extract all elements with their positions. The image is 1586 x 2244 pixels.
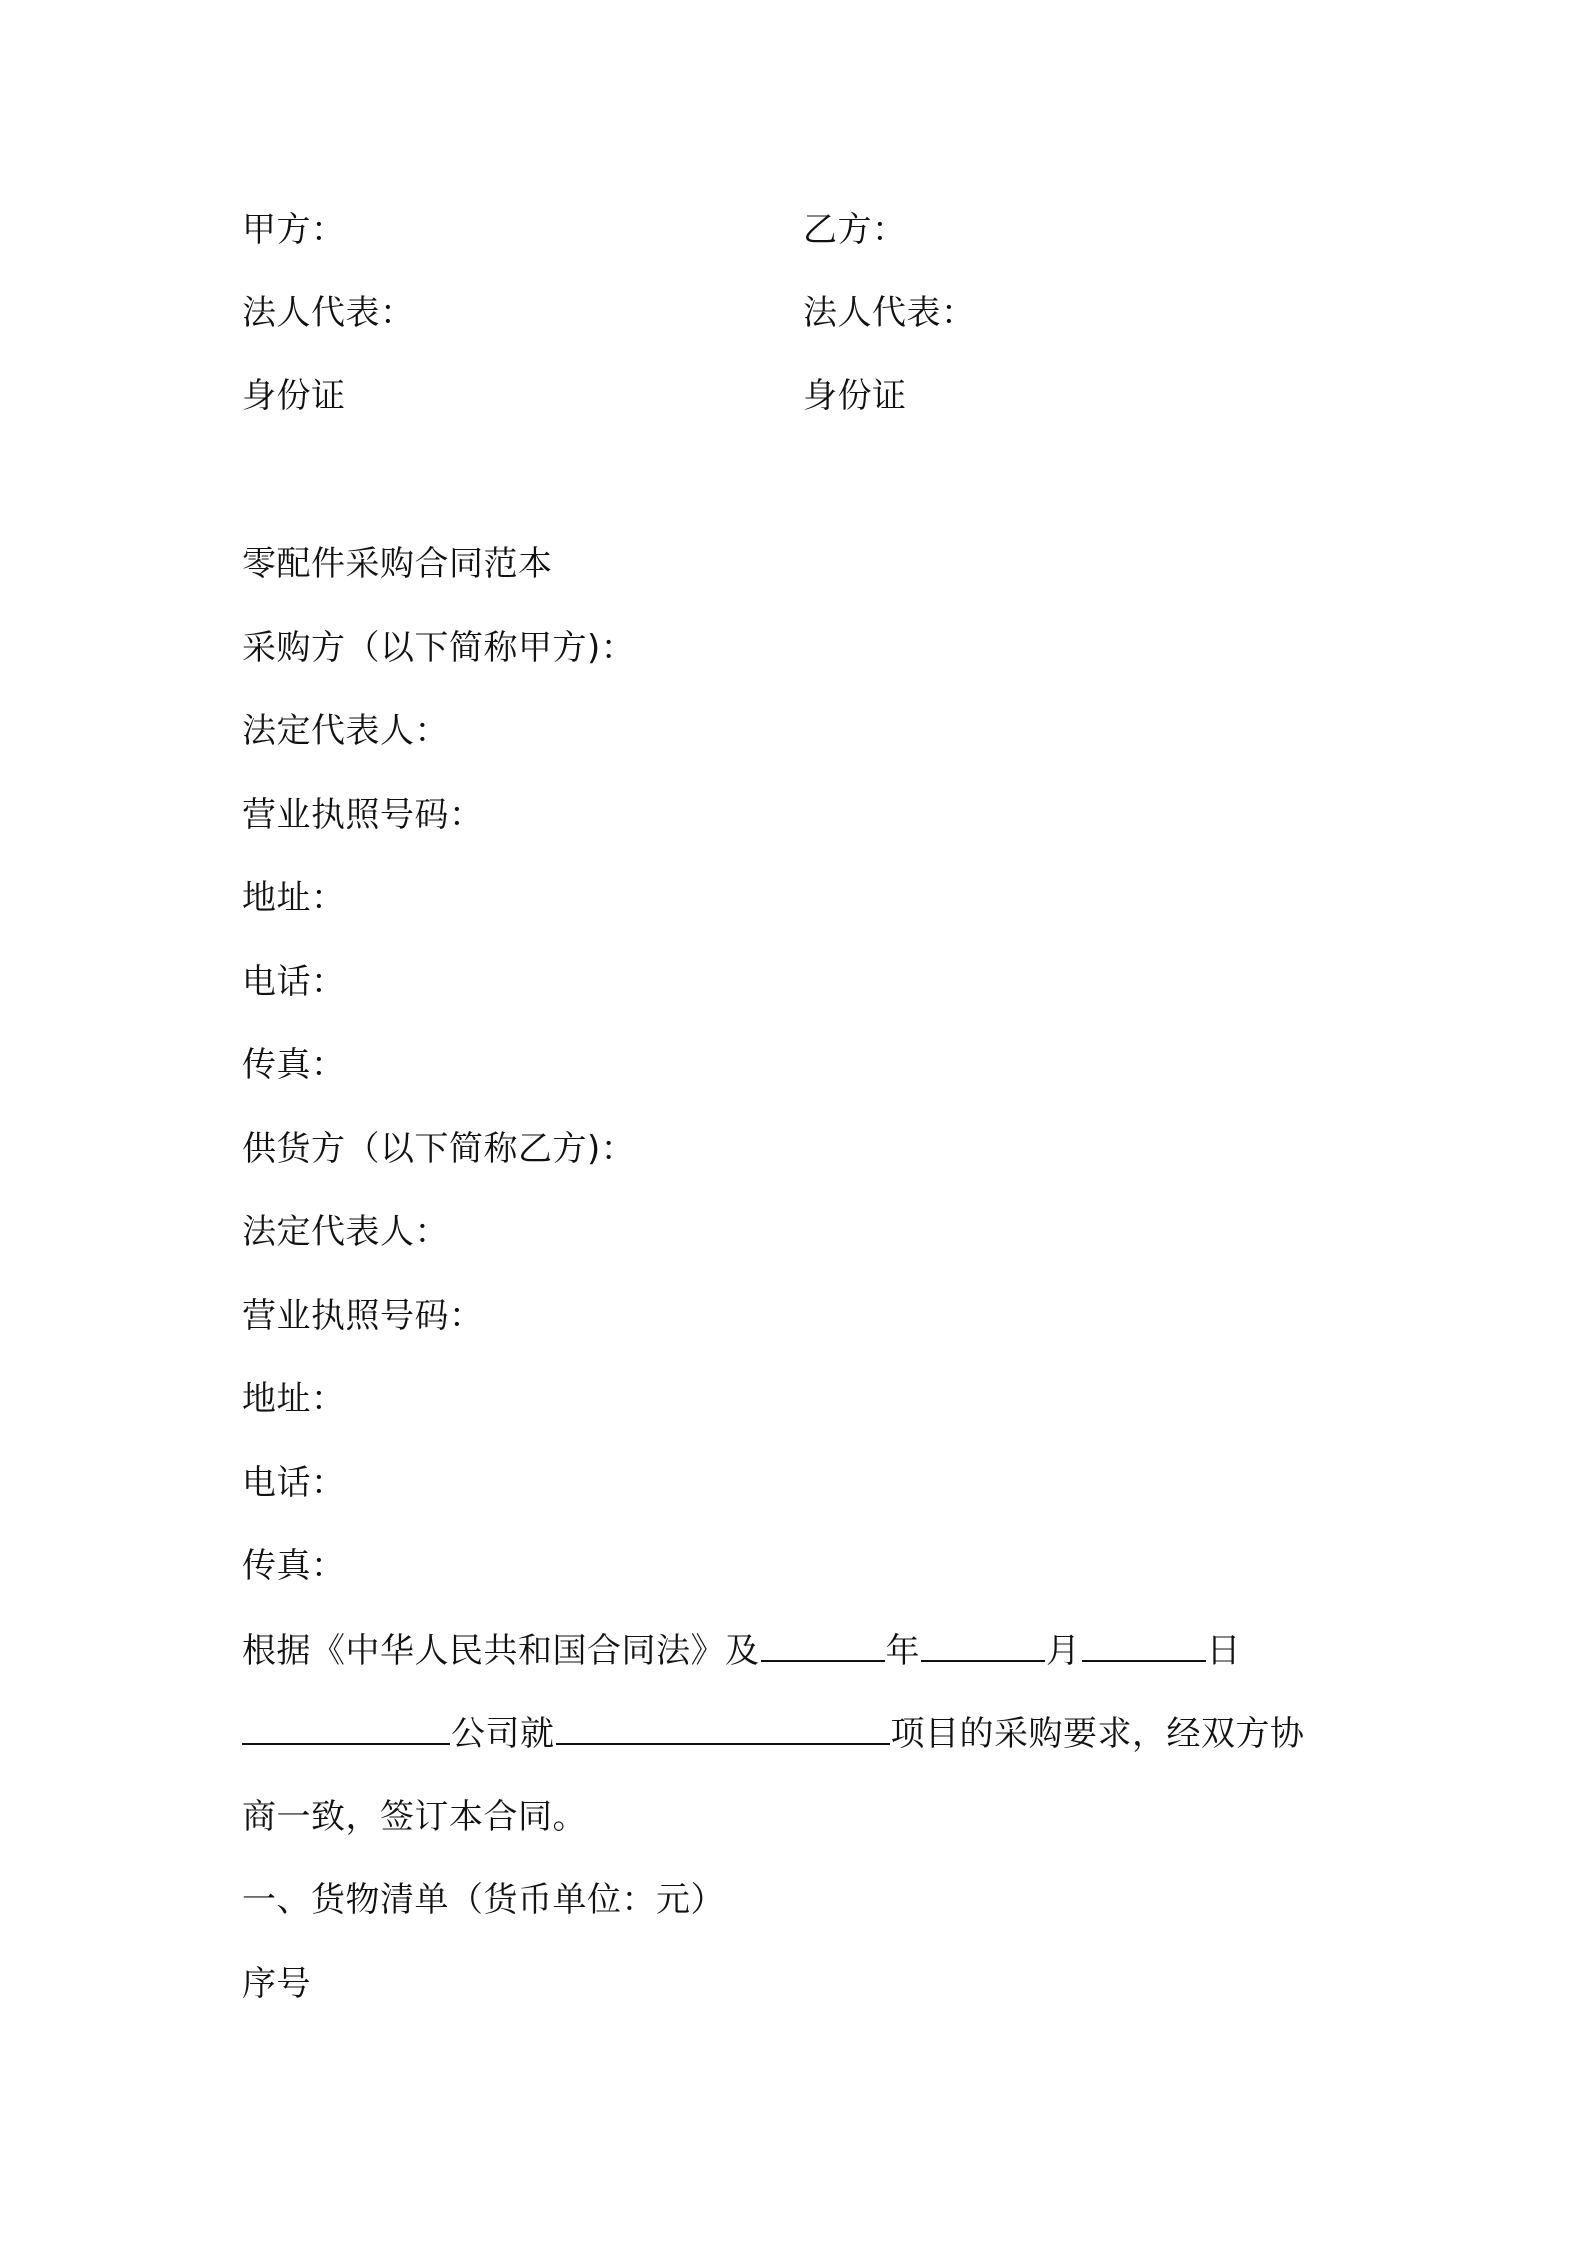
intro-text-basis: 根据《中华人民共和国合同法》及 bbox=[242, 1631, 760, 1671]
supplier-license-no: 营业执照号码： bbox=[242, 1296, 484, 1336]
supplier-heading: 供货方（以下简称乙方)： bbox=[242, 1129, 636, 1169]
day-label: 日 bbox=[1206, 1631, 1241, 1671]
supplier-phone: 电话： bbox=[242, 1463, 346, 1503]
supplier-legal-rep: 法定代表人： bbox=[242, 1212, 449, 1252]
month-label: 月 bbox=[1046, 1631, 1081, 1671]
buyer-fax: 传真： bbox=[242, 1045, 346, 1085]
buyer-legal-rep: 法定代表人： bbox=[242, 711, 449, 751]
company-label: 公司就 bbox=[451, 1714, 555, 1754]
project-blank bbox=[556, 1713, 890, 1745]
document-title: 零配件采购合同范本 bbox=[242, 544, 553, 584]
intro-text-project: 项目的采购要求，经双方协 bbox=[890, 1714, 1305, 1754]
party-b-id-card: 身份证 bbox=[803, 376, 907, 416]
buyer-address: 地址： bbox=[242, 878, 346, 918]
party-b-legal-rep: 法人代表： bbox=[803, 293, 976, 333]
buyer-heading: 采购方（以下简称甲方)： bbox=[242, 628, 636, 668]
buyer-phone: 电话： bbox=[242, 962, 346, 1002]
party-a-label: 甲方： bbox=[242, 210, 346, 250]
day-blank bbox=[1082, 1630, 1206, 1662]
company-blank bbox=[242, 1713, 450, 1745]
intro-line-2 bbox=[242, 1713, 1305, 1754]
section-1-heading: 一、货物清单（货币单位：元） bbox=[242, 1880, 725, 1920]
table-column-seq: 序号 bbox=[242, 1964, 311, 2004]
party-a-id-card: 身份证 bbox=[242, 376, 346, 416]
buyer-license-no: 营业执照号码： bbox=[242, 795, 484, 835]
party-a-legal-rep: 法人代表： bbox=[242, 293, 415, 333]
month-blank bbox=[921, 1630, 1045, 1662]
supplier-fax: 传真： bbox=[242, 1546, 346, 1586]
intro-line-1 bbox=[242, 1630, 1241, 1671]
year-blank bbox=[761, 1630, 885, 1662]
intro-line-3: 商一致，签订本合同。 bbox=[242, 1797, 587, 1837]
party-b-label: 乙方： bbox=[803, 210, 907, 250]
supplier-address: 地址： bbox=[242, 1379, 346, 1419]
year-label: 年 bbox=[885, 1631, 920, 1671]
